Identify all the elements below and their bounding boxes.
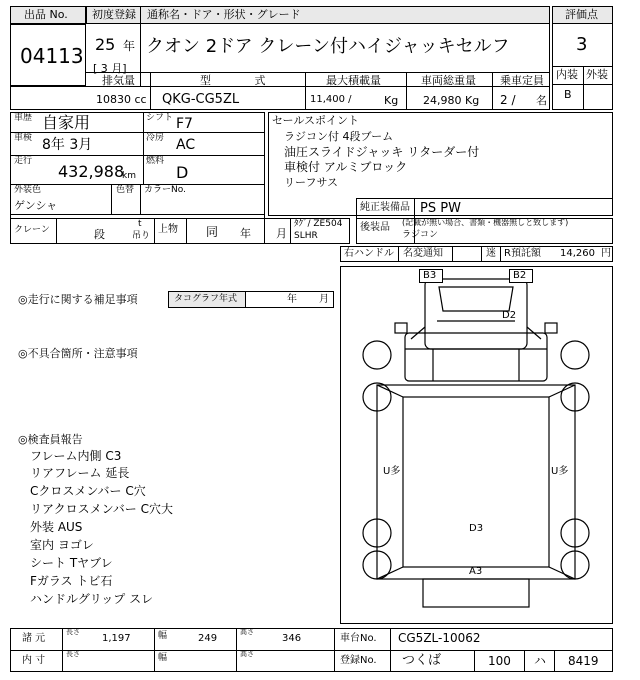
color-no-header: カラーNo. xyxy=(144,185,186,195)
divider xyxy=(86,72,550,73)
name-change-box xyxy=(452,246,482,262)
interior-grade: B xyxy=(564,88,572,101)
tag-label: ﾀｸﾞ/ ZE504 xyxy=(294,219,343,229)
divider xyxy=(140,184,141,214)
inspector-line-3: Cクロスメンバー C穴 xyxy=(30,484,146,498)
upper-month: 月 xyxy=(276,227,287,240)
lot-number: 04113 xyxy=(20,44,84,68)
divider xyxy=(500,246,501,262)
divider xyxy=(10,184,265,185)
divider xyxy=(150,72,151,110)
grade-value: 3 xyxy=(576,34,588,55)
divider xyxy=(492,72,493,110)
mark-d3: D3 xyxy=(469,523,484,534)
grade-label: 評価点 xyxy=(565,8,598,21)
mark-u-left: U多 xyxy=(383,466,401,477)
recycle-value: 14,260 xyxy=(560,248,595,259)
divider xyxy=(356,198,613,199)
tag-sub: SLHR xyxy=(294,231,318,241)
mileage-label: 走行 xyxy=(14,156,33,166)
gross-weight: 24,980 Kg xyxy=(423,94,480,107)
inspection-label: 車検 xyxy=(14,133,33,143)
gross-weight-label: 車両総重量 xyxy=(421,74,476,87)
tachograph-label: タコグラフ年式 xyxy=(174,294,238,304)
after-equip-note: (記載が無い場合、書類・機器無しと致します) xyxy=(402,218,569,227)
dims-label: 諸 元 xyxy=(22,633,46,644)
mark-u-right: U多 xyxy=(551,466,569,477)
divider xyxy=(10,155,265,156)
handle: 右ハンドル xyxy=(344,248,394,259)
divider xyxy=(186,218,187,244)
color-no-label: 色替 xyxy=(116,185,135,195)
chassis-number: CG5ZL-10062 xyxy=(398,631,481,645)
divider xyxy=(552,84,613,85)
recycle-label: R預託額 xyxy=(504,248,541,259)
inspector-line-9: ハンドルグリップ スレ xyxy=(30,592,154,606)
yen: 円 xyxy=(601,248,611,259)
divider xyxy=(10,650,613,651)
displacement: 10830 cc xyxy=(96,93,147,106)
width: 249 xyxy=(198,633,218,644)
mark-b3: B3 xyxy=(423,270,437,281)
inspector-line-1: フレーム内側 C3 xyxy=(30,449,122,463)
divider xyxy=(154,218,155,244)
divider xyxy=(583,66,584,110)
divider xyxy=(356,198,357,218)
height-label: 高さ xyxy=(240,628,254,636)
inspection: 8年 3月 xyxy=(42,137,93,153)
mileage: 432,988 xyxy=(58,162,125,181)
length-label: 長さ xyxy=(66,628,80,636)
upper-same: 同 xyxy=(206,225,219,239)
divider xyxy=(143,112,144,184)
interior-label: 内装 xyxy=(556,68,578,81)
width-label-2: 幅 xyxy=(158,653,168,663)
crane-stage: 段 xyxy=(94,228,105,241)
height: 346 xyxy=(282,633,302,644)
shift-label: シフト xyxy=(146,113,174,123)
color-label: 外装色 xyxy=(14,185,42,195)
interior-dims-label: 内 寸 xyxy=(22,655,46,666)
reg-year-unit: 年 xyxy=(123,39,136,53)
divider xyxy=(154,628,155,672)
inspector-line-5: 外装 AUS xyxy=(30,520,83,534)
after-equip-label: 後装品 xyxy=(360,222,390,233)
capacity-unit: 名 xyxy=(536,94,547,107)
upper-year: 年 xyxy=(240,227,251,240)
divider xyxy=(334,628,335,672)
color: ゲンシャ xyxy=(14,199,58,212)
sales-point-3: 車検付 アルミブロック xyxy=(284,160,408,174)
divider xyxy=(474,650,475,672)
divider xyxy=(10,214,265,215)
reg-label: 初度登録 xyxy=(92,8,136,21)
sales-point-2: 油圧スライドジャッキ リターダー付 xyxy=(284,145,480,159)
fuel-label: 燃料 xyxy=(146,156,165,166)
reg-number: 8419 xyxy=(568,654,599,668)
reg-class: 100 xyxy=(488,654,511,668)
mileage-unit: km xyxy=(122,171,136,181)
length: 1,197 xyxy=(102,633,131,644)
divider xyxy=(62,628,63,672)
history: 自家用 xyxy=(42,113,91,132)
vehicle-name: クオン 2ドア クレーン付ハイジャッキセルフ xyxy=(146,36,510,57)
std-equip-label: 純正装備品 xyxy=(360,202,410,213)
max-load-label: 最大積載量 xyxy=(326,74,381,87)
name-change: 名変通知 xyxy=(403,248,443,259)
chassis-label: 車台No. xyxy=(340,633,377,644)
capacity-label: 乗車定員 xyxy=(500,74,544,87)
mark-d2: D2 xyxy=(502,310,517,321)
divider xyxy=(56,218,57,244)
inspector-line-2: リアフレーム 延長 xyxy=(30,466,130,480)
divider xyxy=(290,218,291,244)
mark-b2: B2 xyxy=(513,270,527,281)
divider xyxy=(140,6,141,86)
divider xyxy=(111,184,112,214)
height-label-2: 高さ xyxy=(240,650,254,658)
divider xyxy=(554,650,555,672)
model-code: QKG-CG5ZL xyxy=(162,92,240,107)
divider xyxy=(398,246,399,262)
exterior-label: 外装 xyxy=(586,68,608,81)
ac: AC xyxy=(176,137,196,153)
model-label: 通称名・ドア・形状・グレード xyxy=(147,8,301,21)
upper-label: 上物 xyxy=(158,224,178,235)
history-label: 車歴 xyxy=(14,113,33,123)
reg-kana: ハ xyxy=(534,654,547,668)
shift: F7 xyxy=(176,116,193,132)
after-equip-value: ラジコン xyxy=(402,230,439,240)
divider xyxy=(406,72,407,110)
defects-title: ◎不具合箇所・注意事項 xyxy=(18,347,138,360)
dist: 迷 xyxy=(486,248,496,259)
ac-label: 冷房 xyxy=(146,133,165,143)
capacity: 2 / xyxy=(500,93,516,107)
length-label-2: 長さ xyxy=(66,650,80,658)
inspector-line-8: Fガラス トビ石 xyxy=(30,574,113,588)
damage-diagram xyxy=(340,266,613,624)
sales-point-4: リーフサス xyxy=(284,176,339,189)
std-equip-value: PS PW xyxy=(420,201,461,216)
inspector-line-4: リアクロスメンバー C穴大 xyxy=(30,502,173,516)
divider xyxy=(524,650,525,672)
reg-area: つくば xyxy=(402,653,442,668)
model-code-label: 型 式 xyxy=(200,74,266,87)
fuel: D xyxy=(176,163,189,182)
sales-point-1: ラジコン付 4段ブーム xyxy=(284,130,394,143)
lot-label: 出品 No. xyxy=(24,8,68,21)
sales-points-title: セールスポイント xyxy=(272,114,360,127)
divider xyxy=(10,132,265,133)
max-load: 11,400 / xyxy=(310,94,352,105)
inspector-line-6: 室内 ヨゴレ xyxy=(30,538,94,552)
tachograph-year: 年 xyxy=(287,294,297,305)
divider xyxy=(305,72,306,110)
inspector-title: ◎検査員報告 xyxy=(18,433,83,446)
mark-a3: A3 xyxy=(469,566,483,577)
driving-title: ◎走行に関する補足事項 xyxy=(18,293,138,306)
crane-ton: t xyxy=(138,219,142,229)
tachograph-month: 月 xyxy=(319,294,329,305)
reg-month: [ 3 月] xyxy=(93,62,127,75)
width-label: 幅 xyxy=(158,631,168,641)
crane-ton2: 吊り xyxy=(132,231,151,241)
crane-label: クレーン xyxy=(14,225,50,235)
displacement-label: 排気量 xyxy=(102,74,135,87)
max-load-unit: Kg xyxy=(384,94,399,107)
reg-no-label: 登録No. xyxy=(340,655,377,666)
divider xyxy=(390,628,391,672)
inspector-line-7: シート Tヤブレ xyxy=(30,556,113,570)
divider xyxy=(236,628,237,672)
reg-year: 25 xyxy=(95,35,116,54)
